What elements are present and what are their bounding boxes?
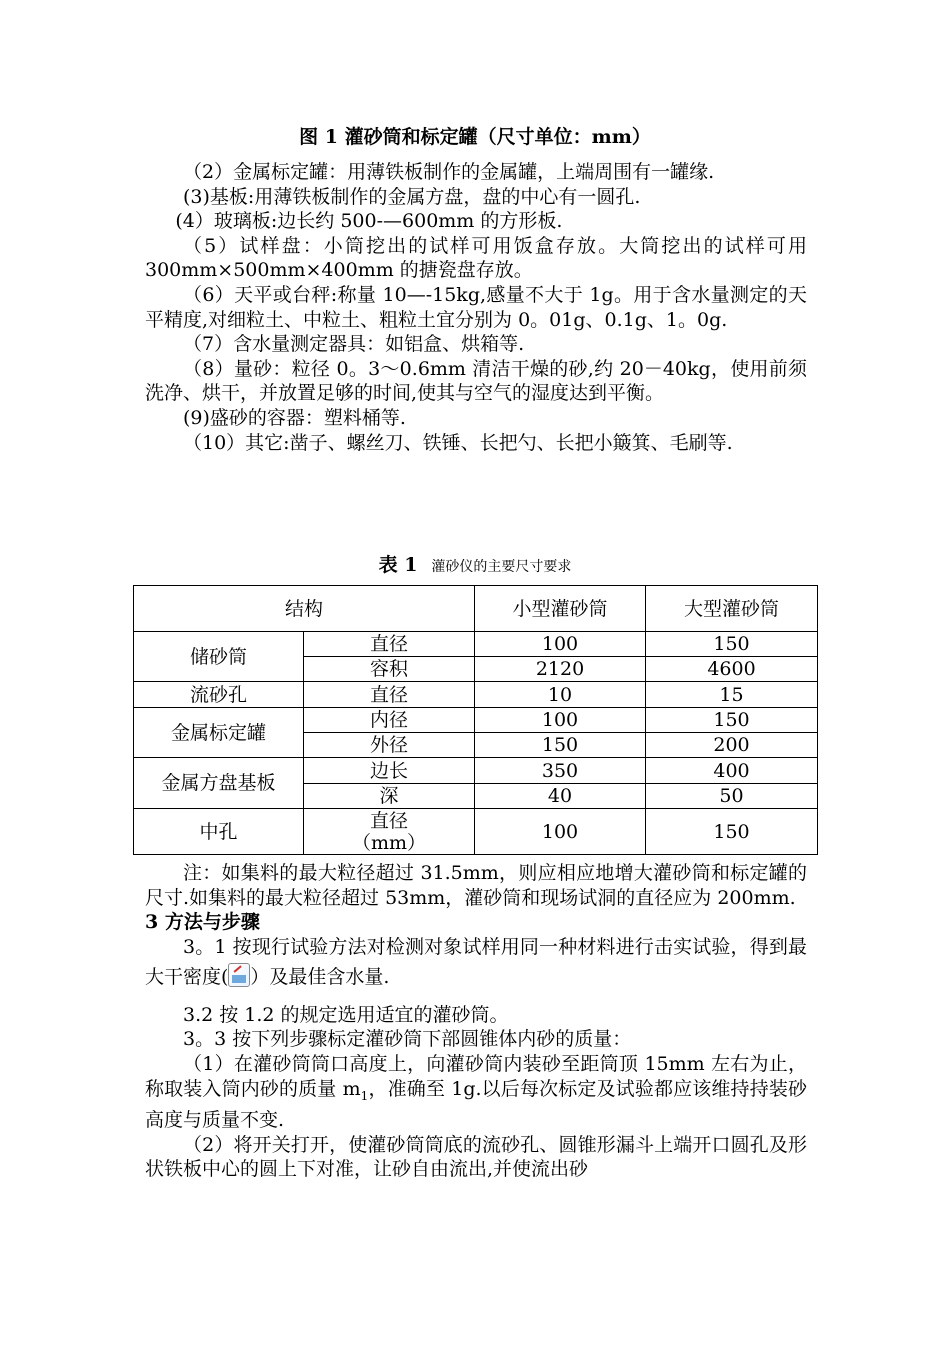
param-cell: 直径（mm） [304, 809, 475, 855]
param-cell: 内径 [304, 708, 475, 733]
large-cell: 150 [646, 632, 818, 657]
group-cell: 储砂筒 [134, 632, 304, 682]
equipment-list [145, 160, 807, 455]
group-cell: 中孔 [134, 809, 304, 855]
small-cell: 10 [475, 682, 646, 708]
method-section [145, 861, 807, 1182]
table-header-row [134, 586, 818, 632]
table-row [134, 632, 818, 657]
table-row [134, 758, 818, 784]
header-small: 小型灌砂筒 [475, 586, 646, 632]
table-caption [0, 550, 950, 577]
paragraph-text: （1）在灌砂筒筒口高度上，向灌砂筒内装砂至距筒顶 15mm 左右为止，称取装入筒内砂的质量 m [145, 1052, 807, 1100]
large-cell: 15 [646, 682, 818, 708]
param-cell: 直径 [304, 682, 475, 708]
table-number: 表 1 [378, 554, 418, 576]
list-item: （6）天平或台秤:称量 10—-15kg,感量不大于 1g。用于含水量测定的天平精度,对细粒土、中粒土、粗粒土宜分别为 0。01g、0.1g、1。0g. [145, 283, 807, 331]
table-row [134, 682, 818, 708]
header-structure: 结构 [134, 586, 475, 632]
paragraph-text: 3。1 按现行试验方法对检测对象试样用同一种材料进行击实试验，得到最大干密度( [145, 935, 807, 988]
param-cell: 外径 [304, 733, 475, 758]
small-cell: 150 [475, 733, 646, 758]
list-item: （2）金属标定罐：用薄铁板制作的金属罐，上端周围有一罐缘. [183, 161, 715, 183]
list-item: (4）玻璃板:边长约 500-—600mm 的方形板. [175, 210, 563, 233]
small-cell: 2120 [475, 657, 646, 682]
list-item: (3)基板:用薄铁板制作的金属方盘，盘的中心有一圆孔. [183, 185, 641, 208]
table-title: 灌砂仪的主要尺寸要求 [431, 559, 572, 575]
list-item: （7）含水量测定器具：如铝盒、烘箱等. [183, 333, 525, 356]
broken-image-icon [228, 963, 250, 987]
large-cell: 4600 [646, 657, 818, 682]
paragraph [145, 1052, 807, 1133]
list-item: （5）试样盘：小筒挖出的试样可用饭盒存放。大筒挖出的试样可用 300mm×500mm×400mm 的搪瓷盘存放。 [145, 234, 807, 282]
group-cell: 金属标定罐 [134, 708, 304, 758]
large-cell: 150 [646, 809, 818, 855]
table-row [134, 809, 818, 855]
figure-caption: 图 1 灌砂筒和标定罐（尺寸单位：mm） [299, 126, 651, 148]
large-cell: 150 [646, 708, 818, 733]
table-note: 注：如集料的最大粒径超过 31.5mm，则应相应地增大灌砂筒和标定罐的尺寸.如集料的最大粒径超过 53mm，灌砂筒和现场试洞的直径应为 200mm. [145, 862, 807, 909]
small-cell: 100 [475, 809, 646, 855]
paragraph: 3.2 按 1.2 的规定选用适宜的灌砂筒。 [183, 1003, 509, 1026]
list-item: （8）量砂：粒径 0。3～0.6mm 清洁干燥的砂,约 20－40kg，使用前须洗净、烘干，并放置足够的时间,使其与空气的湿度达到平衡。 [145, 357, 807, 405]
small-cell: 100 [475, 632, 646, 657]
paragraph: （2）将开关打开，使灌砂筒筒底的流砂孔、圆锥形漏斗上端开口圆孔及形状铁板中心的圆上下对准，让砂自由流出,并使流出砂 [145, 1133, 807, 1181]
large-cell: 200 [646, 733, 818, 758]
large-cell: 50 [646, 784, 818, 809]
subscript: 1 [360, 1088, 369, 1103]
small-cell: 100 [475, 708, 646, 733]
table-row [134, 708, 818, 733]
param-cell: 深 [304, 784, 475, 809]
paragraph-text: ）及最佳含水量. [250, 965, 390, 988]
paragraph-text: ，准确至 1g.以后每次标定及试验都应该维持持装砂高度与质量不变. [145, 1077, 807, 1131]
group-cell: 金属方盘基板 [134, 758, 304, 809]
large-cell: 400 [646, 758, 818, 784]
section-heading: 3 方法与步骤 [145, 911, 260, 934]
small-cell: 40 [475, 784, 646, 809]
header-large: 大型灌砂筒 [646, 586, 818, 632]
small-cell: 350 [475, 758, 646, 784]
list-item: （10）其它:凿子、螺丝刀、铁锤、长把勺、长把小簸箕、毛刷等. [183, 431, 733, 454]
param-cell: 直径 [304, 632, 475, 657]
paragraph: 3。3 按下列步骤标定灌砂筒下部圆锥体内砂的质量： [183, 1028, 632, 1051]
paragraph [145, 932, 807, 992]
param-cell: 边长 [304, 758, 475, 784]
spec-table [133, 585, 818, 855]
param-cell: 容积 [304, 657, 475, 682]
group-cell: 流砂孔 [134, 682, 304, 708]
list-item: (9)盛砂的容器：塑料桶等. [183, 406, 406, 429]
